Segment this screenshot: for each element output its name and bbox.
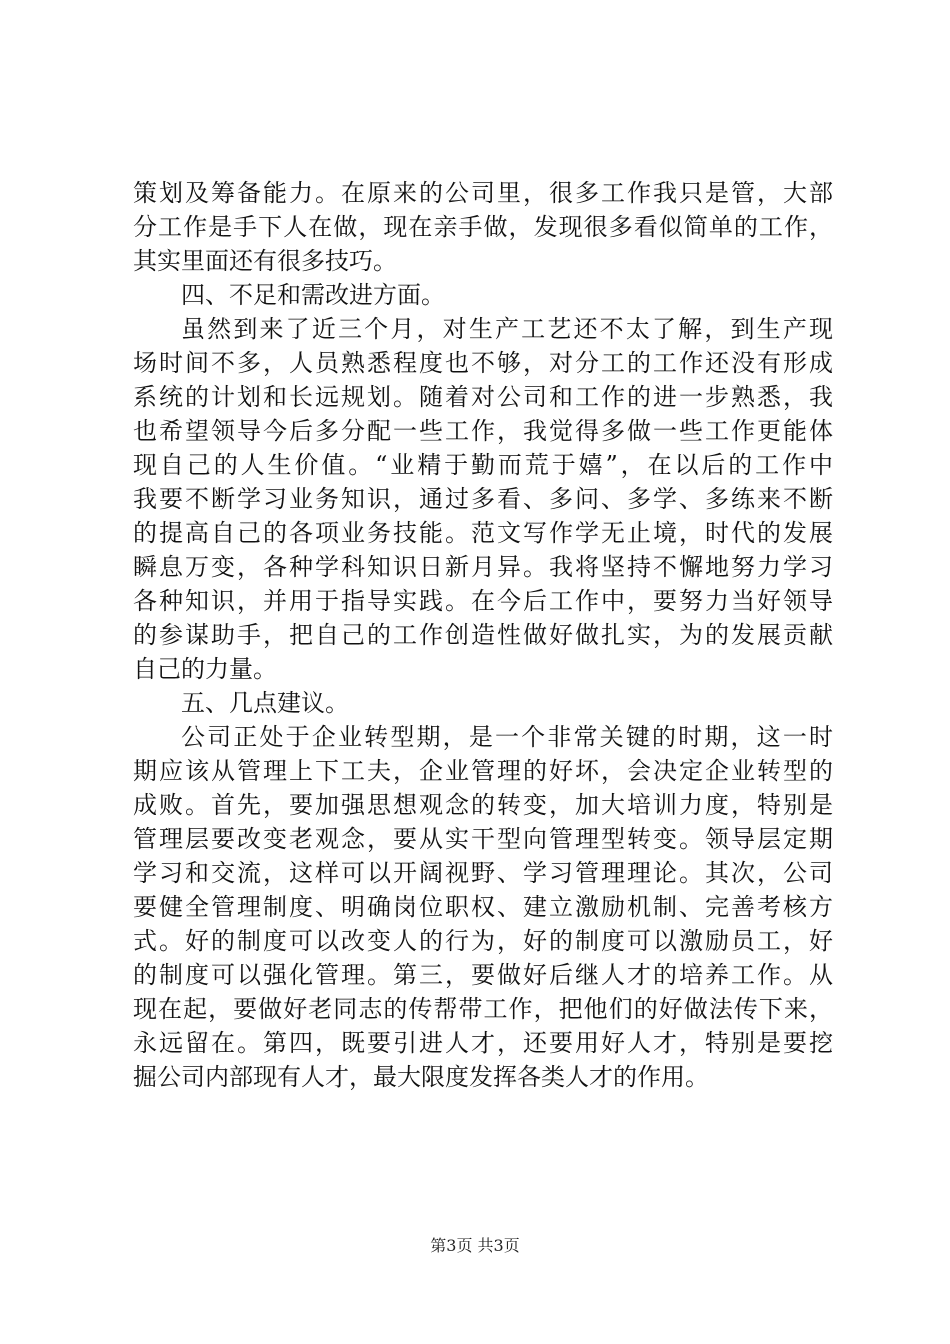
body-line: 公司正处于企业转型期，是一个非常关键的时期，这一时	[181, 723, 833, 751]
section-heading: 四、不足和需改进方面。	[181, 281, 445, 309]
body-line: 分工作是手下人在做，现在亲手做，发现很多看似简单的工作，	[133, 213, 833, 241]
body-line: 式。好的制度可以改变人的行为，好的制度可以激励员工，好	[133, 927, 833, 955]
body-line: 我要不断学习业务知识，通过多看、多问、多学、多练来不断	[133, 485, 833, 513]
body-line: 瞬息万变，各种学科知识日新月异。我将坚持不懈地努力学习	[133, 553, 833, 581]
body-line: 场时间不多，人员熟悉程度也不够，对分工的工作还没有形成	[133, 349, 833, 377]
body-line: 学习和交流，这样可以开阔视野、学习管理理论。其次，公司	[133, 859, 833, 887]
body-line: 要健全管理制度、明确岗位职权、建立激励机制、完善考核方	[133, 893, 833, 921]
body-line: 现在起，要做好老同志的传帮带工作，把他们的好做法传下来，	[133, 995, 833, 1023]
body-line: 各种知识，并用于指导实践。在今后工作中，要努力当好领导	[133, 587, 833, 615]
body-line: 自己的力量。	[133, 655, 277, 683]
body-line: 其实里面还有很多技巧。	[133, 247, 397, 275]
body-line: 策划及筹备能力。在原来的公司里，很多工作我只是管，大部	[133, 179, 833, 207]
body-line: 系统的计划和长远规划。随着对公司和工作的进一步熟悉，我	[133, 383, 833, 411]
body-line: 掘公司内部现有人才，最大限度发挥各类人才的作用。	[133, 1063, 709, 1091]
body-line: 永远留在。第四，既要引进人才，还要用好人才，特别是要挖	[133, 1029, 833, 1057]
page-number-footer: 第3页 共3页	[430, 1236, 520, 1255]
body-line: 成败。首先，要加强思想观念的转变，加大培训力度，特别是	[133, 791, 833, 819]
body-line: 期应该从管理上下工夫，企业管理的好坏，会决定企业转型的	[133, 757, 833, 785]
body-line: 现自己的人生价值。“业精于勤而荒于嬉”，在以后的工作中	[133, 451, 833, 479]
body-line: 管理层要改变老观念，要从实干型向管理型转变。领导层定期	[133, 825, 833, 853]
body-line: 也希望领导今后多分配一些工作，我觉得多做一些工作更能体	[133, 417, 833, 445]
body-line: 的参谋助手，把自己的工作创造性做好做扎实，为的发展贡献	[133, 621, 833, 649]
body-line: 虽然到来了近三个月，对生产工艺还不太了解，到生产现	[181, 315, 833, 343]
body-line: 的制度可以强化管理。第三，要做好后继人才的培养工作。从	[133, 961, 833, 989]
body-line: 的提高自己的各项业务技能。范文写作学无止境，时代的发展	[133, 519, 833, 547]
section-heading: 五、几点建议。	[181, 689, 349, 717]
